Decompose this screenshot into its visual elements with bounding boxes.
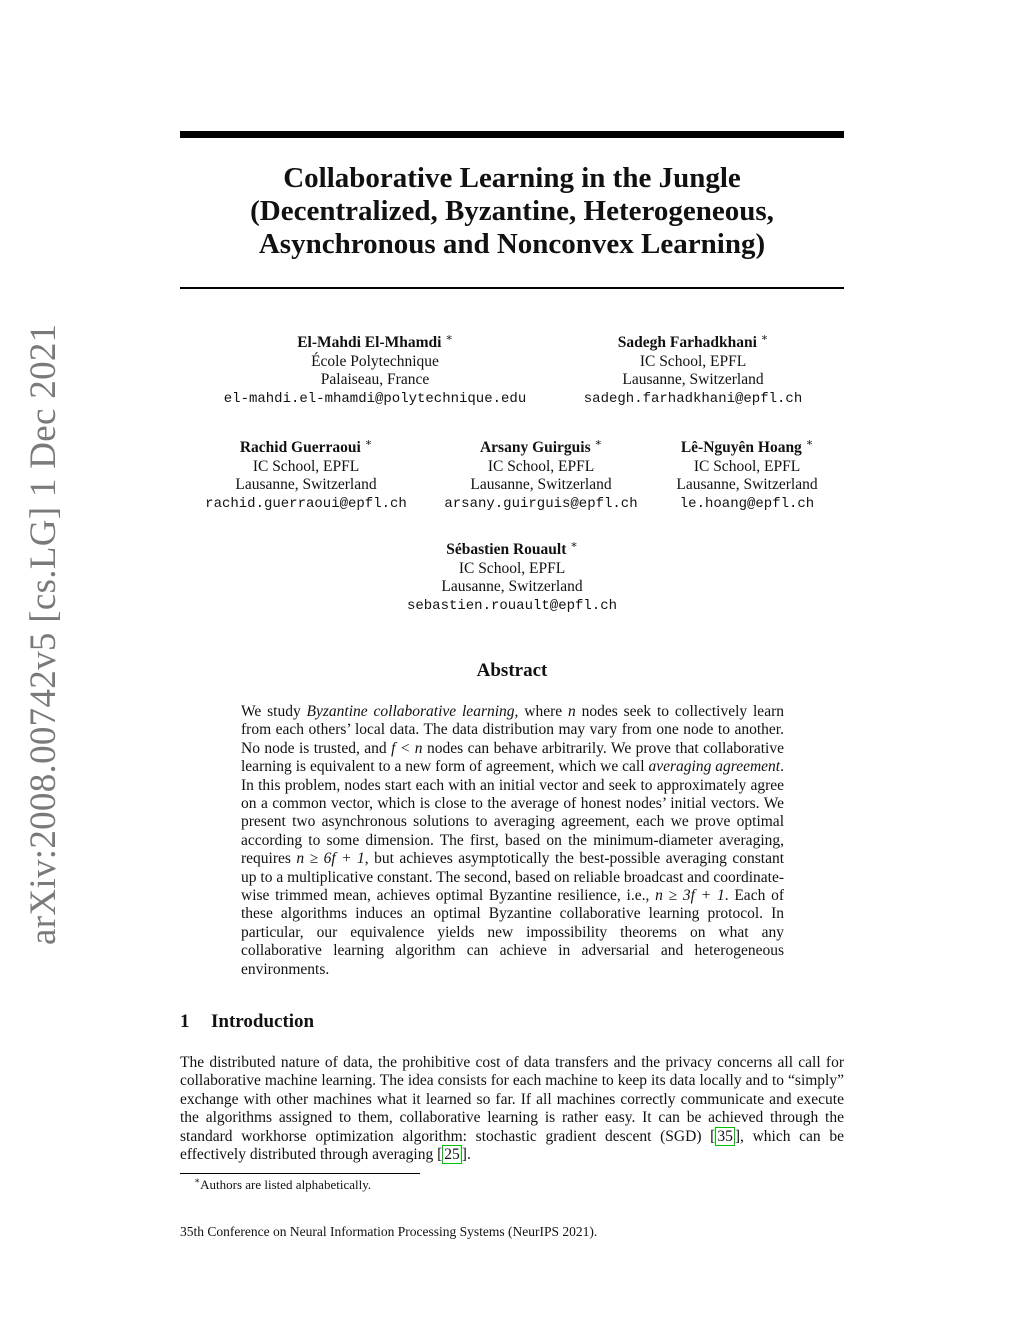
- author-email[interactable]: sadegh.farhadkhani@epfl.ch: [583, 390, 803, 407]
- author-name: El-Mahdi El-Mhamdi: [297, 334, 442, 351]
- intro-text: ], which can be effectively distributed through averaging [: [180, 1127, 844, 1164]
- author-footnote-mark: ∗: [570, 538, 578, 551]
- author-affiliation: IC School, EPFL: [487, 457, 595, 475]
- author-block: [380, 538, 644, 615]
- author-name: Arsany Guirguis: [479, 439, 591, 456]
- abstract-heading: Abstract: [476, 660, 548, 681]
- author-location: Palaiseau, France: [320, 371, 430, 388]
- author-name: Sadegh Farhadkhani: [617, 334, 757, 351]
- author-footnote-mark: ∗: [445, 331, 453, 344]
- author-email[interactable]: arsany.guirguis@epfl.ch: [444, 495, 638, 512]
- abstract-emphasis: Byzantine collaborative learning: [306, 703, 515, 720]
- author-location: Lausanne, Switzerland: [470, 476, 612, 493]
- title-line-1: Collaborative Learning in the Jungle: [283, 162, 741, 194]
- title-line-2: (Decentralized, Byzantine, Heterogeneous,: [250, 195, 774, 227]
- author-email[interactable]: el-mahdi.el-mhamdi@polytechnique.edu: [223, 390, 527, 407]
- author-block: [660, 436, 834, 513]
- footnote: [194, 1176, 371, 1193]
- math-expression: n ≥ 6f + 1: [296, 850, 365, 868]
- author-name: Lê-Nguyên Hoang: [680, 439, 802, 456]
- author-footnote-mark: ∗: [805, 436, 814, 449]
- abstract-text: . In this problem, nodes start each with an initial vector and seek to approximately agree on a common vector, which is close to the average of honest nodes’ initial vectors. We present two asynchronous solutions to averaging agreement, each we prove optimal according to some dimension. The first, based on the minimum-diameter averaging, requires: [241, 758, 784, 868]
- author-name: Sébastien Rouault: [446, 541, 567, 558]
- abstract-paragraph: [241, 703, 784, 979]
- author-location: Lausanne, Switzerland: [235, 476, 377, 493]
- paper-title: [180, 162, 844, 261]
- author-affiliation: IC School, EPFL: [252, 457, 360, 475]
- abstract-emphasis: averaging agreement: [648, 758, 781, 776]
- intro-text: ].: [461, 1146, 471, 1164]
- venue-note: 35th Conference on Neural Information Processing Systems (NeurIPS 2021).: [180, 1224, 598, 1239]
- math-expression: f < n: [391, 739, 423, 757]
- arxiv-identifier-stamp: arXiv:2008.00742v5 [cs.LG] 1 Dec 2021: [23, 323, 64, 945]
- abstract-text: We study: [241, 703, 307, 720]
- citation-link[interactable]: 25: [444, 1146, 460, 1164]
- footnote-text: Authors are listed alphabetically.: [200, 1177, 372, 1192]
- author-affiliation: IC School, EPFL: [693, 457, 801, 475]
- abstract-text: , but achieves asymptotically the best-possible averaging constant up to a multiplicative constant. The second, based on reliable broadcast and coordinate-wise trimmed mean, achieves optimal Byzantine resilience, i.e.,: [241, 850, 784, 905]
- title-top-rule: [180, 131, 844, 138]
- author-block: [190, 436, 422, 513]
- title-bottom-rule: [180, 287, 844, 289]
- author-affiliation: École Polytechnique: [311, 352, 439, 370]
- author-email[interactable]: rachid.guerraoui@epfl.ch: [205, 495, 407, 512]
- title-line-3: Asynchronous and Nonconvex Learning): [258, 228, 766, 260]
- math-expression: n: [567, 703, 576, 720]
- author-location: Lausanne, Switzerland: [676, 476, 818, 493]
- math-expression: n ≥ 3f + 1: [655, 887, 725, 905]
- section-number: 1: [180, 1011, 190, 1032]
- author-email[interactable]: le.hoang@epfl.ch: [679, 495, 815, 512]
- author-affiliation: IC School, EPFL: [458, 559, 566, 577]
- author-block: [560, 331, 826, 408]
- author-affiliation: IC School, EPFL: [639, 352, 747, 370]
- introduction-paragraph: [180, 1054, 844, 1164]
- author-block: [430, 436, 652, 513]
- section-title: Introduction: [211, 1011, 315, 1032]
- abstract-text: nodes can behave arbitrarily. We prove that collaborative learning is equivalent to a new form of agreement, which we call: [241, 739, 784, 776]
- author-footnote-mark: ∗: [364, 436, 373, 449]
- author-name: Rachid Guerraoui: [239, 439, 361, 456]
- author-location: Lausanne, Switzerland: [622, 371, 764, 388]
- author-location: Lausanne, Switzerland: [441, 578, 583, 595]
- author-footnote-mark: ∗: [760, 331, 769, 344]
- author-footnote-mark: ∗: [594, 436, 603, 449]
- author-email[interactable]: sebastien.rouault@epfl.ch: [406, 597, 618, 614]
- footnote-mark: ∗: [194, 1175, 201, 1186]
- abstract-text: nodes seek to collectively learn from each others’ local data. The data distribution may vary from one node to another. No node is trusted, and: [241, 703, 784, 757]
- section-heading-introduction: [180, 1011, 314, 1033]
- author-block: [180, 331, 570, 408]
- citation-link[interactable]: 35: [717, 1127, 733, 1145]
- intro-text: The distributed nature of data, the prohibitive cost of data transfers and the privacy concerns all call for collaborative machine learning. The idea consists for each machine to keep its data locally and to “simply” exchange with other machines what it learned so far. If all machines correctly communicate and execute the algorithms assigned to them, collaborative learning is rather easy. It can be achieved through the standard workhorse optimization algorithm: stochastic gradient descent (SGD) [: [180, 1054, 844, 1145]
- abstract-text: . Each of these algorithms induces an optimal Byzantine collaborative learning protocol. In particular, our equivalence yields new impossibility theorems on what any collaborative learning algorithm can achieve in adversarial and heterogeneous environments.: [241, 887, 784, 978]
- footnote-rule: [180, 1173, 420, 1174]
- abstract-text: , where: [514, 703, 568, 720]
